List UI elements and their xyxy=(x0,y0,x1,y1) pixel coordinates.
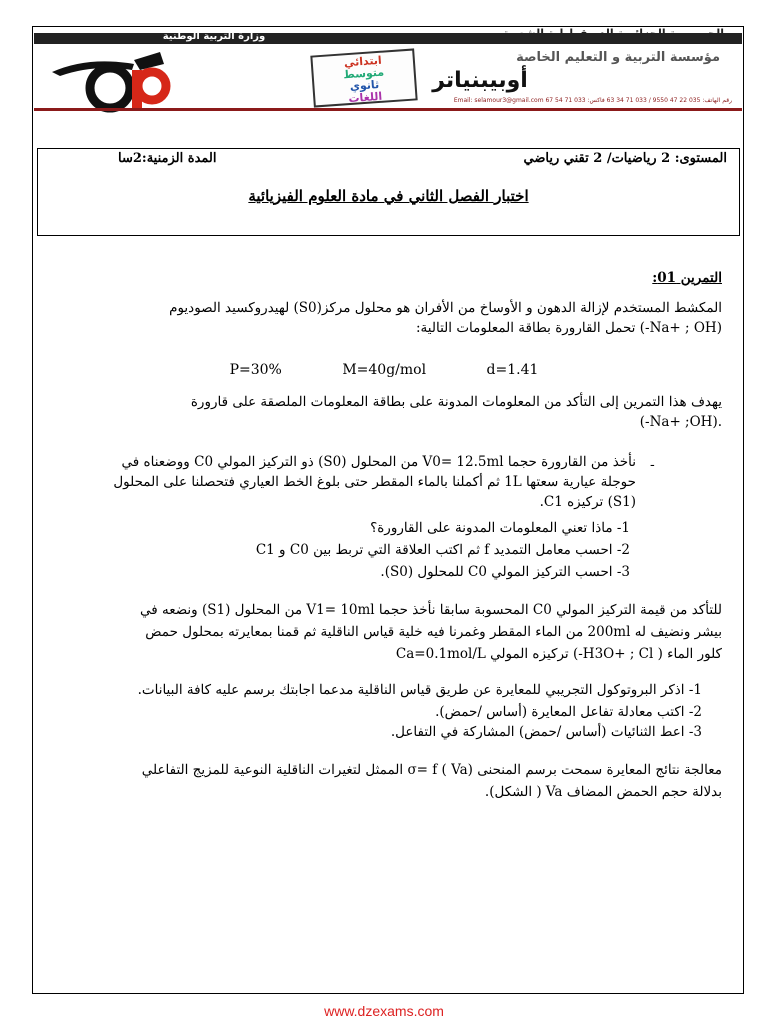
dilution-line-2: حوجلة عيارية سعتها 1L ثم أكملنا بالماء المقطر حتى بلوغ الخط العياري فتحصلنا على المحلول xyxy=(113,474,636,490)
bottle-parameters xyxy=(0,362,768,378)
question-1: 1- ماذا تعني المعلومات المدونة على القارورة؟ xyxy=(370,520,630,536)
aim-line-2: .(Na+ ;OH-) xyxy=(639,414,722,430)
dilution-line-3: (S1) تركيزه C1. xyxy=(539,494,636,510)
brand-name: أوبيبنياتر xyxy=(432,68,528,93)
ministry-name: وزارة التربية الوطنية xyxy=(162,31,266,42)
curve-line-2: بدلالة حجم الحمض المضاف Va ( الشكل). xyxy=(484,784,722,800)
exam-duration: المدة الزمنية:2سا xyxy=(118,151,217,166)
exam-title: اختبار الفصل الثاني في مادة العلوم الفيزيائية xyxy=(248,187,529,205)
aim-line-1: يهدف هذا التمرين إلى التأكد من المعلومات المدونة على بطاقة المعلومات الملصقة على قارورة xyxy=(190,394,722,410)
badge-line: اللغات xyxy=(348,89,383,106)
badge-line: ابتدائي xyxy=(343,53,383,70)
dilution-line-1: نأخذ من القارورة حجما V0= 12.5ml من المحلول (S0) ذو التركيز المولي C0 ووضعناه في xyxy=(121,454,636,470)
exam-level: المستوى: 2 رياضيات/ 2 تقني رياضي xyxy=(523,151,727,166)
titration-line-1: للتأكد من قيمة التركيز المولي C0 المحسوبة سابقا نأخذ حجما V1= 10ml من المحلول (S1) ونضعه في xyxy=(139,602,722,618)
question-3: 3- احسب التركيز المولي C0 للمحلول (S0). xyxy=(380,564,630,580)
bullet-dash: - xyxy=(650,457,655,473)
footer-url[interactable]: www.dzexams.com xyxy=(324,1003,444,1019)
badge-line: ثانوي xyxy=(349,77,380,93)
curve-line-1: معالجة نتائج المعايرة سمحت برسم المنحنى σ= f ( Va) الممثل لتغيرات الناقلية النوعية للمزيج التفاعلي xyxy=(141,762,722,778)
titration-line-3: كلور الماء ( H3O+ ; Cl-) تركيزه المولي Ca=0.1mol/L xyxy=(395,646,722,662)
header-divider xyxy=(34,108,742,111)
school-logo xyxy=(48,50,178,114)
exam-info-box xyxy=(37,148,740,236)
titration-question-1: 1- اذكر البروتوكول التجريبي للمعايرة عن طريق قياس الناقلية مدعما اجابتك برسم عليه كافة البيانات. xyxy=(137,682,702,698)
intro-line-1: المكشط المستخدم لإزالة الدهون و الأوساخ من الأفران هو محلول مركز(S0) لهيدروكسيد الصوديوم xyxy=(169,300,722,316)
titration-question-3: 3- اعط الثنائيات (أساس /حمض) المشاركة في التفاعل. xyxy=(390,724,702,740)
institution-name: مؤسسة التربية و التعليم الخاصة xyxy=(516,50,720,65)
titration-line-2: بيشر ونضيف له 200ml من الماء المقطر وغمرنا فيه خلية قياس الناقلية ثم قمنا بمعايرته بمحلول حمض xyxy=(145,624,722,640)
badge-line: متوسط xyxy=(342,65,385,82)
ministry-banner xyxy=(34,33,742,44)
param-density: d=1.41 xyxy=(486,362,539,378)
contact-info: رقم الهاتف: 035 22 47 9550 / 033 71 34 63 فاكس: 033 71 54 67 Email: selamour3@gmail.com xyxy=(453,97,732,104)
intro-line-2: (Na+ ; OH-) تحمل القارورة بطاقة المعلومات التالية: xyxy=(416,320,722,336)
param-molar-mass: M=40g/mol xyxy=(342,362,427,378)
param-purity: P=30% xyxy=(229,362,282,378)
exercise-title: التمرين 01: xyxy=(652,270,722,286)
titration-question-2: 2- اكتب معادلة تفاعل المعايرة (أساس /حمض). xyxy=(435,704,702,720)
question-2: 2- احسب معامل التمديد f ثم اكتب العلاقة التي تربط بين C0 و C1 xyxy=(255,542,630,558)
